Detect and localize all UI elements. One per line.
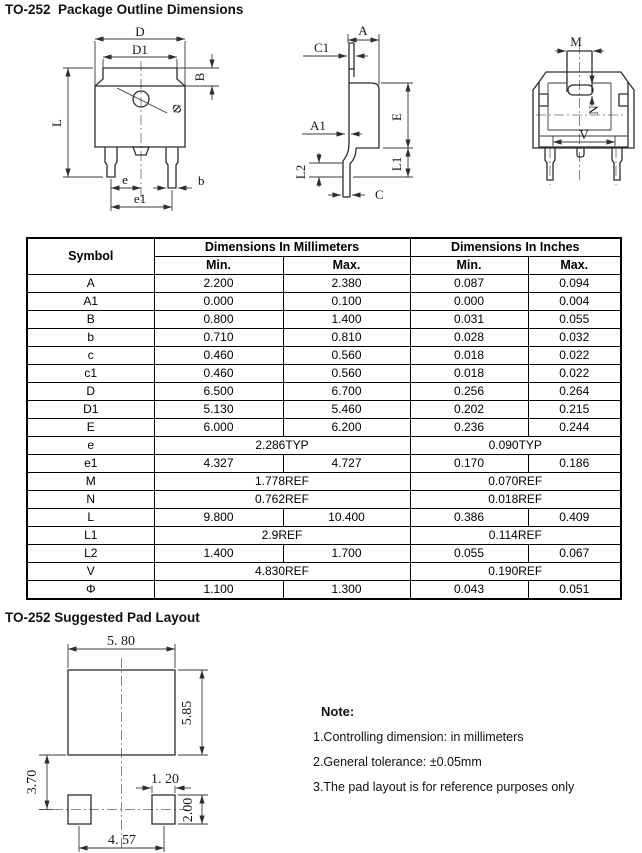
table-row	[27, 527, 621, 545]
inch-min-cell: 0.256	[410, 383, 528, 401]
table-row	[27, 383, 621, 401]
inch-max-cell: 0.051	[528, 581, 621, 600]
inch-min-cell: 0.000	[410, 293, 528, 311]
symbol-cell: B	[27, 311, 154, 329]
mm-min-cell: 0.460	[154, 347, 283, 365]
inch-min-cell: 0.043	[410, 581, 528, 600]
table-row	[27, 491, 621, 509]
table-row	[27, 581, 621, 600]
mm-max-cell: 0.560	[283, 365, 410, 383]
inch-min-cell: 0.386	[410, 509, 528, 527]
col-header-symbol: Symbol	[27, 238, 154, 275]
mm-span-cell: 2.286TYP	[154, 437, 410, 455]
note-item-2: 2.General tolerance: ±0.05mm	[313, 755, 482, 769]
inch-max-cell: 0.215	[528, 401, 621, 419]
inch-max-cell: 0.186	[528, 455, 621, 473]
note-item-1: 1.Controlling dimension: in millimeters	[313, 730, 524, 744]
table-row	[27, 365, 621, 383]
mm-max-cell: 2.380	[283, 275, 410, 293]
front-view-drawing	[49, 24, 240, 225]
symbol-cell: e1	[27, 455, 154, 473]
inch-span-cell: 0.090TYP	[410, 437, 621, 455]
mm-max-cell: 5.460	[283, 401, 410, 419]
dim-label-d1: D1	[132, 42, 148, 57]
mm-max-cell: 0.100	[283, 293, 410, 311]
symbol-cell: Φ	[27, 581, 154, 600]
dim-label-d: D	[135, 24, 145, 39]
inch-max-cell: 0.032	[528, 329, 621, 347]
symbol-cell: L2	[27, 545, 154, 563]
pad-layout-title: TO-252 Suggested Pad Layout	[5, 610, 200, 625]
inch-min-cell: 0.028	[410, 329, 528, 347]
inch-span-cell: 0.190REF	[410, 563, 621, 581]
pad-dim-width: 5. 80	[107, 634, 135, 649]
dim-label-lead-b: b	[198, 173, 205, 188]
mm-max-cell: 6.200	[283, 419, 410, 437]
inch-max-cell: 0.244	[528, 419, 621, 437]
inch-max-cell: 0.264	[528, 383, 621, 401]
symbol-cell: L	[27, 509, 154, 527]
table-row	[27, 437, 621, 455]
inch-min-cell: 0.170	[410, 455, 528, 473]
table-row	[27, 473, 621, 491]
inch-min-cell: 0.087	[410, 275, 528, 293]
inch-max-cell: 0.094	[528, 275, 621, 293]
mm-min-cell: 0.800	[154, 311, 283, 329]
pad-dim-height: 5.85	[180, 700, 195, 726]
dim-label-n: N	[586, 105, 601, 115]
mm-max-cell: 1.400	[283, 311, 410, 329]
inch-max-cell: 0.004	[528, 293, 621, 311]
symbol-cell: M	[27, 473, 154, 491]
symbol-cell: E	[27, 419, 154, 437]
symbol-cell: e	[27, 437, 154, 455]
inch-min-cell: 0.018	[410, 347, 528, 365]
mm-max-cell: 0.560	[283, 347, 410, 365]
dim-label-c: C	[375, 187, 384, 202]
inch-max-cell: 0.022	[528, 347, 621, 365]
mm-max-cell: 1.700	[283, 545, 410, 563]
table-row	[27, 455, 621, 473]
note-block	[313, 704, 623, 794]
inch-span-cell: 0.114REF	[410, 527, 621, 545]
mm-min-cell: 4.327	[154, 455, 283, 473]
inch-span-cell: 0.018REF	[410, 491, 621, 509]
dim-label-l1: L1	[389, 156, 404, 172]
page-title: TO-252 Package Outline Dimensions	[5, 2, 244, 17]
table-header-row	[27, 238, 621, 257]
table-row	[27, 545, 621, 563]
col-header-inch-max: Max.	[528, 257, 621, 275]
table-row	[27, 419, 621, 437]
mm-span-cell: 1.778REF	[154, 473, 410, 491]
mm-min-cell: 2.200	[154, 275, 283, 293]
mm-min-cell: 1.400	[154, 545, 283, 563]
mm-min-cell: 6.000	[154, 419, 283, 437]
symbol-cell: A1	[27, 293, 154, 311]
symbol-cell: N	[27, 491, 154, 509]
note-heading: Note:	[321, 704, 355, 719]
col-header-mm: Dimensions In Millimeters	[154, 238, 410, 257]
col-header-inch-min: Min.	[410, 257, 528, 275]
inch-min-cell: 0.202	[410, 401, 528, 419]
symbol-cell: b	[27, 329, 154, 347]
mm-min-cell: 0.460	[154, 365, 283, 383]
table-row	[27, 293, 621, 311]
symbol-cell: c1	[27, 365, 154, 383]
dim-label-e: e	[122, 172, 128, 187]
pad-dim-pad-height: 2.00	[181, 797, 196, 823]
col-header-mm-max: Max.	[283, 257, 410, 275]
dim-label-l: L	[49, 119, 64, 127]
table-row	[27, 509, 621, 527]
mm-min-cell: 0.000	[154, 293, 283, 311]
table-row	[27, 329, 621, 347]
side-view-drawing	[295, 25, 470, 225]
mm-span-cell: 0.762REF	[154, 491, 410, 509]
pad-dim-pitch: 4. 57	[108, 833, 136, 848]
mm-max-cell: 4.727	[283, 455, 410, 473]
mm-min-cell: 9.800	[154, 509, 283, 527]
dim-label-e-height: E	[389, 113, 404, 121]
symbol-cell: L1	[27, 527, 154, 545]
mm-span-cell: 4.830REF	[154, 563, 410, 581]
inch-max-cell: 0.022	[528, 365, 621, 383]
table-row	[27, 311, 621, 329]
mm-max-cell: 6.700	[283, 383, 410, 401]
dim-label-phi: Φ	[168, 99, 186, 118]
inch-min-cell: 0.031	[410, 311, 528, 329]
note-item-3: 3.The pad layout is for reference purposes only	[313, 780, 575, 794]
inch-min-cell: 0.236	[410, 419, 528, 437]
dim-label-c1: C1	[314, 40, 330, 55]
dim-label-v: V	[579, 127, 589, 142]
mm-span-cell: 2.9REF	[154, 527, 410, 545]
mm-min-cell: 0.710	[154, 329, 283, 347]
col-header-inch: Dimensions In Inches	[410, 238, 621, 257]
inch-min-cell: 0.055	[410, 545, 528, 563]
mm-min-cell: 5.130	[154, 401, 283, 419]
pad-dim-pad-width: 1. 20	[151, 772, 179, 787]
dim-label-e1: e1	[133, 191, 147, 206]
inch-min-cell: 0.018	[410, 365, 528, 383]
dimension-table-body	[27, 275, 621, 600]
inch-max-cell: 0.055	[528, 311, 621, 329]
table-row	[27, 401, 621, 419]
dim-label-l2: L2	[293, 164, 308, 180]
mm-max-cell: 10.400	[283, 509, 410, 527]
pad-dim-offset: 3.70	[25, 769, 40, 795]
mm-max-cell: 0.810	[283, 329, 410, 347]
dim-label-a1: A1	[310, 118, 326, 133]
table-row	[27, 347, 621, 365]
symbol-cell: D1	[27, 401, 154, 419]
mm-min-cell: 6.500	[154, 383, 283, 401]
pad-layout-drawing	[25, 630, 245, 853]
symbol-cell: D	[27, 383, 154, 401]
mm-max-cell: 1.300	[283, 581, 410, 600]
col-header-mm-min: Min.	[154, 257, 283, 275]
symbol-cell: c	[27, 347, 154, 365]
dimensions-table	[26, 237, 622, 600]
back-view-drawing	[510, 30, 642, 190]
inch-max-cell: 0.067	[528, 545, 621, 563]
mm-min-cell: 1.100	[154, 581, 283, 600]
table-row	[27, 275, 621, 293]
dim-label-m: M	[570, 34, 582, 49]
symbol-cell: A	[27, 275, 154, 293]
inch-span-cell: 0.070REF	[410, 473, 621, 491]
dim-label-a: A	[358, 23, 368, 38]
symbol-cell: V	[27, 563, 154, 581]
table-row	[27, 563, 621, 581]
dim-label-b-tab: B	[192, 72, 207, 82]
inch-max-cell: 0.409	[528, 509, 621, 527]
